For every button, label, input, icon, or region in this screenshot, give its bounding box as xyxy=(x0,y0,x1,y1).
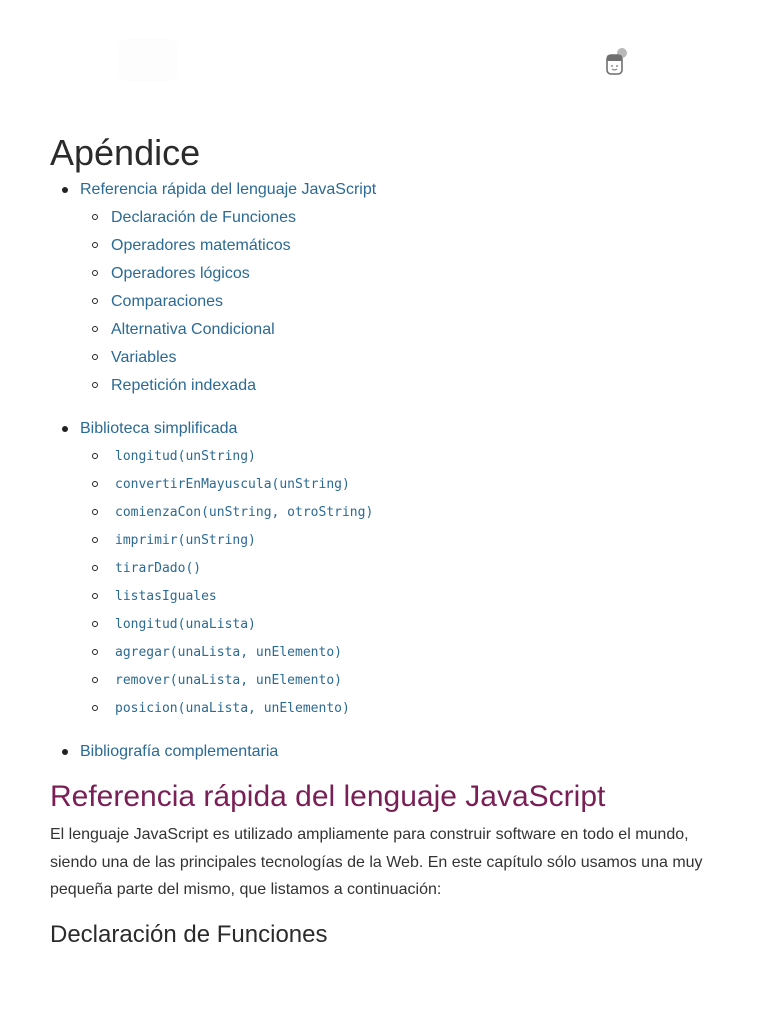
bullet-icon xyxy=(62,426,68,432)
circle-bullet-icon xyxy=(92,242,98,248)
circle-bullet-icon xyxy=(92,621,98,627)
toc-subitem xyxy=(80,288,720,316)
bullet-icon xyxy=(62,187,68,193)
toc-sublink[interactable]: Operadores lógicos xyxy=(111,265,250,282)
toc-subitem xyxy=(80,260,720,288)
table-of-contents xyxy=(50,176,720,766)
toc-subitem xyxy=(80,316,720,344)
toc-subitem xyxy=(80,443,720,471)
toc-subitem xyxy=(80,204,720,232)
function-link[interactable]: imprimir(unString) xyxy=(115,533,256,548)
function-link[interactable]: longitud(unaLista) xyxy=(115,617,256,632)
function-link[interactable]: listasIguales xyxy=(115,589,217,604)
toc-sublink[interactable]: Alternativa Condicional xyxy=(111,321,275,338)
circle-bullet-icon xyxy=(92,649,98,655)
toc-section xyxy=(50,415,720,738)
toc-subitem xyxy=(80,527,720,555)
main-content xyxy=(50,130,720,952)
section-title: Referencia rápida del lenguaje JavaScript xyxy=(50,780,606,813)
toc-link[interactable]: Biblioteca simplificada xyxy=(80,420,238,437)
site-logo[interactable] xyxy=(120,40,176,80)
function-link[interactable]: convertirEnMayuscula(unString) xyxy=(115,477,350,492)
circle-bullet-icon xyxy=(92,677,98,683)
toc-subitem xyxy=(80,471,720,499)
toc-subitem xyxy=(80,667,720,695)
circle-bullet-icon xyxy=(92,354,98,360)
robot-mascot-icon[interactable] xyxy=(604,46,630,78)
section-intro: El lenguaje JavaScript es utilizado ampliamente para construir software en todo el mundo, siendo una de las principales tecnologías de la Web. En este capítulo sólo usamos una muy pequeña parte del mismo, que listamos a continuación: xyxy=(50,826,703,898)
bullet-icon xyxy=(62,749,68,755)
circle-bullet-icon xyxy=(92,705,98,711)
toc-sublink[interactable]: Repetición indexada xyxy=(111,377,256,394)
toc-sublist xyxy=(80,204,720,400)
function-link[interactable]: remover(unaLista, unElemento) xyxy=(115,673,342,688)
function-link[interactable]: longitud(unString) xyxy=(115,449,256,464)
circle-bullet-icon xyxy=(92,382,98,388)
circle-bullet-icon xyxy=(92,537,98,543)
circle-bullet-icon xyxy=(92,298,98,304)
function-link[interactable]: agregar(unaLista, unElemento) xyxy=(115,645,342,660)
toc-subitem xyxy=(80,639,720,667)
function-link[interactable]: posicion(unaLista, unElemento) xyxy=(115,701,350,716)
toc-sublink[interactable]: Variables xyxy=(111,349,177,366)
toc-subitem xyxy=(80,232,720,260)
page-title: Apéndice xyxy=(50,132,201,173)
circle-bullet-icon xyxy=(92,593,98,599)
list-gap xyxy=(80,400,720,415)
toc-link[interactable]: Bibliografía complementaria xyxy=(80,743,279,760)
toc-subitem xyxy=(80,583,720,611)
toc-subitem xyxy=(80,499,720,527)
function-link[interactable]: tirarDado() xyxy=(115,561,202,576)
toc-sublink[interactable]: Declaración de Funciones xyxy=(111,209,296,226)
circle-bullet-icon xyxy=(92,326,98,332)
circle-bullet-icon xyxy=(92,453,98,459)
toc-section xyxy=(50,176,720,415)
toc-subitem xyxy=(80,555,720,583)
subsection-title: Declaración de Funciones xyxy=(50,920,328,948)
toc-link[interactable]: Referencia rápida del lenguaje JavaScript xyxy=(80,181,377,198)
circle-bullet-icon xyxy=(92,270,98,276)
toc-section xyxy=(50,738,720,766)
toc-subitem xyxy=(80,372,720,400)
circle-bullet-icon xyxy=(92,214,98,220)
toc-subitem xyxy=(80,611,720,639)
circle-bullet-icon xyxy=(92,565,98,571)
toc-sublist xyxy=(80,443,720,723)
toc-subitem xyxy=(80,344,720,372)
toc-subitem xyxy=(80,695,720,723)
toc-sublink[interactable]: Operadores matemáticos xyxy=(111,237,291,254)
toc-sublink[interactable]: Comparaciones xyxy=(111,293,224,310)
circle-bullet-icon xyxy=(92,509,98,515)
function-link[interactable]: comienzaCon(unString, otroString) xyxy=(115,505,374,520)
circle-bullet-icon xyxy=(92,481,98,487)
list-gap xyxy=(80,723,720,738)
